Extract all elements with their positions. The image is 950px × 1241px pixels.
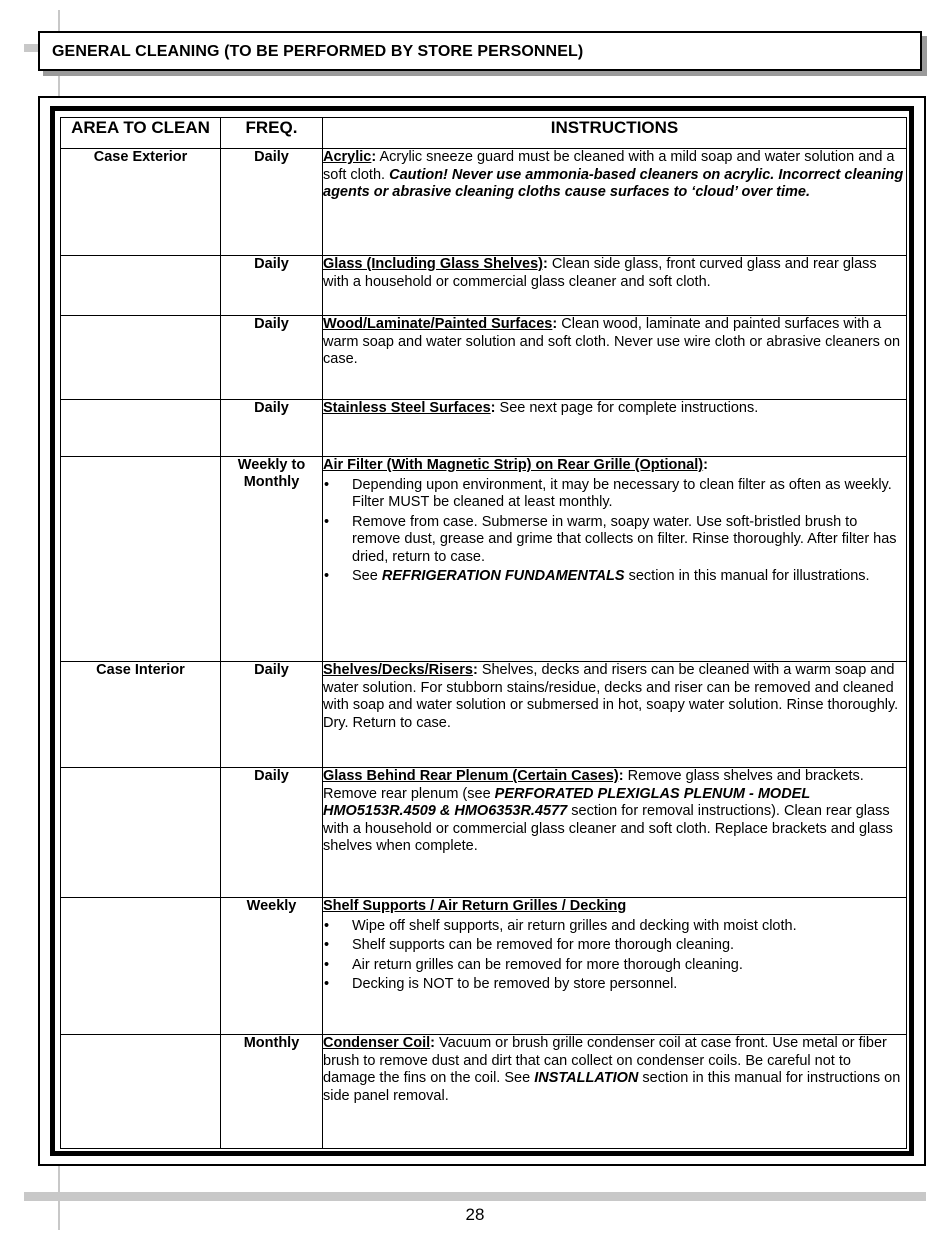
instruction-text: section for removal instructions). Clean rear glass with a household or commercial glass cleaner and soft cloth. Replace brackets and glass shelves when complete.: [323, 803, 893, 854]
bullet-item: • Air return grilles can be removed for more thorough cleaning.: [323, 957, 906, 975]
table-row: [61, 898, 907, 1035]
instruction-text: See next page for complete instructions.: [499, 400, 759, 416]
table-row: [61, 1035, 907, 1149]
table-row: [61, 662, 907, 768]
freq-cell: Monthly: [221, 1035, 323, 1149]
instructions-cell: [323, 898, 907, 1035]
table-header-row: [61, 118, 907, 149]
instructions-cell: Air Filter (With Magnetic Strip) on Rear Grille (Optional): • Depending upon environment, it may be necessary to clean filter as often as weekly. Filter MUST be cleaned at least monthly. • Remove from case. Submerse in warm, soapy water. Use soft-bristled brush to remove dust, grease and grime that collects on filter. Rinse thoroughly. After filter has dried, return to case. • See REFRIGERATION FUNDAMENTALS section in this manual for illustrations.: [323, 457, 907, 662]
margin-rule-bottom: [24, 1192, 926, 1201]
freq-cell: Weekly to Monthly: [221, 457, 323, 662]
freq-cell: Weekly: [221, 898, 323, 1035]
instructions-cell: Condenser Coil: Vacuum or brush grille condenser coil at case front. Use metal or fiber brush to remove dust and dirt that can collect on condenser coils. Be careful not to damage the fins on the coil. See INSTALLATION section in this manual for instructions on side panel removal.: [323, 1035, 907, 1149]
table-row: [61, 149, 907, 256]
instruction-text: Shelves, decks and risers can be cleaned with a warm soap and water solution. For stubborn stains/residue, decks and riser can be removed and cleaned with soap and water solution or submersed in hot, soapy water solution. Rinse thoroughly. Dry. Return to case.: [323, 662, 899, 731]
instruction-heading: Air Filter (With Magnetic Strip) on Rear Grille (Optional): [323, 457, 704, 473]
area-cell: [61, 898, 221, 1035]
section-reference: INSTALLATION: [534, 1070, 639, 1086]
instruction-heading: Glass (Including Glass Shelves): [323, 256, 543, 272]
bullet-item: • Decking is NOT to be removed by store personnel.: [323, 976, 906, 994]
area-cell: Case Exterior: [61, 149, 221, 256]
instructions-cell: Shelves/Decks/Risers: Shelves, decks and risers can be cleaned with a warm soap and water solution. For stubborn stains/residue, decks and riser can be removed and cleaned with soap and water solution or submersed in hot, soapy water solution. Rinse thoroughly. Dry. Return to case.: [323, 662, 907, 768]
instruction-heading: Glass Behind Rear Plenum (Certain Cases): [323, 768, 619, 784]
freq-cell: Daily: [221, 400, 323, 457]
area-cell: [61, 457, 221, 662]
column-header-freq: FREQ.: [221, 118, 323, 149]
instruction-heading: Shelf Supports / Air Return Grilles / Decking: [323, 898, 627, 914]
instruction-text: Vacuum or brush grille condenser coil at case front. Use metal or fiber brush to remove dust and dirt that can collect on condenser coils. Be careful not to damage the fins on the coil. See: [323, 1035, 887, 1086]
area-cell: [61, 400, 221, 457]
instruction-heading: Condenser Coil: [323, 1035, 431, 1051]
instruction-text: section in this manual for instructions on side panel removal.: [323, 1070, 901, 1104]
instructions-cell: Glass (Including Glass Shelves): Clean side glass, front curved glass and rear glass with a household or commercial glass cleaner and soft cloth.: [323, 256, 907, 316]
instruction-text: Clean side glass, front curved glass and rear glass with a household or commercial glass cleaner and soft cloth.: [323, 256, 877, 290]
table-row: [61, 256, 907, 316]
bullet-item: • Remove from case. Submerse in warm, soapy water. Use soft-bristled brush to remove dust, grease and grime that collects on filter. Rinse thoroughly. After filter has dried, return to case.: [323, 514, 906, 567]
instructions-cell: Acrylic: Acrylic sneeze guard must be cleaned with a mild soap and water solution and a soft cloth. Caution! Never use ammonia-based cleaners on acrylic. Incorrect cleaning agents or abrasive cleaning cloths cause surfaces to ‘cloud’ over time.: [323, 149, 907, 256]
table-row: [61, 400, 907, 457]
freq-cell: Daily: [221, 768, 323, 898]
section-reference: REFRIGERATION FUNDAMENTALS: [381, 568, 625, 584]
area-cell: [61, 768, 221, 898]
area-cell: [61, 1035, 221, 1149]
instruction-text: Remove glass shelves and brackets. Remove rear plenum (see: [323, 768, 864, 802]
bullet-item: • Depending upon environment, it may be necessary to clean filter as often as weekly. Filter MUST be cleaned at least monthly.: [323, 477, 906, 512]
instruction-bullets: [323, 918, 906, 994]
freq-cell: Daily: [221, 256, 323, 316]
table-row: [61, 316, 907, 400]
instruction-text: Acrylic sneeze guard must be cleaned with a mild soap and water solution and a soft cloth.: [323, 149, 895, 183]
bullet-item: • Wipe off shelf supports, air return grilles and decking with moist cloth.: [323, 918, 906, 936]
instructions-cell: Stainless Steel Surfaces: See next page for complete instructions.: [323, 400, 907, 457]
instruction-text: Clean wood, laminate and painted surfaces with a warm soap and water solution and soft cloth. Never use wire cloth or abrasive cleaners on case.: [323, 316, 901, 367]
area-cell: [61, 256, 221, 316]
section-title: GENERAL CLEANING (TO BE PERFORMED BY STORE PERSONNEL): [52, 43, 584, 60]
freq-cell: Daily: [221, 149, 323, 256]
column-header-area: AREA TO CLEAN: [61, 118, 221, 149]
page-number: 28: [465, 1205, 485, 1224]
column-header-instructions: INSTRUCTIONS: [323, 118, 907, 149]
section-reference: PERFORATED PLEXIGLAS PLENUM - MODEL HMO5153R.4509 & HMO6353R.4577: [323, 785, 810, 819]
instruction-heading: Wood/Laminate/Painted Surfaces: [323, 316, 553, 332]
cleaning-table-frame: [38, 96, 926, 1166]
instruction-heading: Shelves/Decks/Risers: [323, 662, 473, 678]
table-row: [61, 768, 907, 898]
instruction-bullets: [323, 477, 906, 586]
instructions-cell: Wood/Laminate/Painted Surfaces: Clean wood, laminate and painted surfaces with a warm soap and water solution and soft cloth. Never use wire cloth or abrasive cleaners on case.: [323, 316, 907, 400]
caution-text: Caution! Never use ammonia-based cleaners on acrylic. Incorrect cleaning agents or abrasive cleaning cloths cause surfaces to ‘cloud’ over time.: [323, 166, 904, 200]
table-row: [61, 457, 907, 662]
instruction-heading: Stainless Steel Surfaces: [323, 400, 491, 416]
freq-cell: Daily: [221, 316, 323, 400]
section-header-box: [38, 31, 922, 71]
instructions-cell: Glass Behind Rear Plenum (Certain Cases): Remove glass shelves and brackets. Remove rear plenum (see PERFORATED PLEXIGLAS PLENUM - MODEL HMO5153R.4509 & HMO6353R.4577 section for removal instructions). Clean rear glass with a household or commercial glass cleaner and soft cloth. Replace brackets and glass shelves when complete.: [323, 768, 907, 898]
freq-cell: Daily: [221, 662, 323, 768]
area-cell: [61, 316, 221, 400]
bullet-item: • See REFRIGERATION FUNDAMENTALS section in this manual for illustrations.: [323, 568, 906, 586]
instruction-heading: Acrylic: [323, 149, 372, 165]
area-cell: Case Interior: [61, 662, 221, 768]
cleaning-table-border: [50, 106, 914, 1156]
cleaning-table: [60, 117, 907, 1149]
bullet-item: • Shelf supports can be removed for more thorough cleaning.: [323, 937, 906, 955]
